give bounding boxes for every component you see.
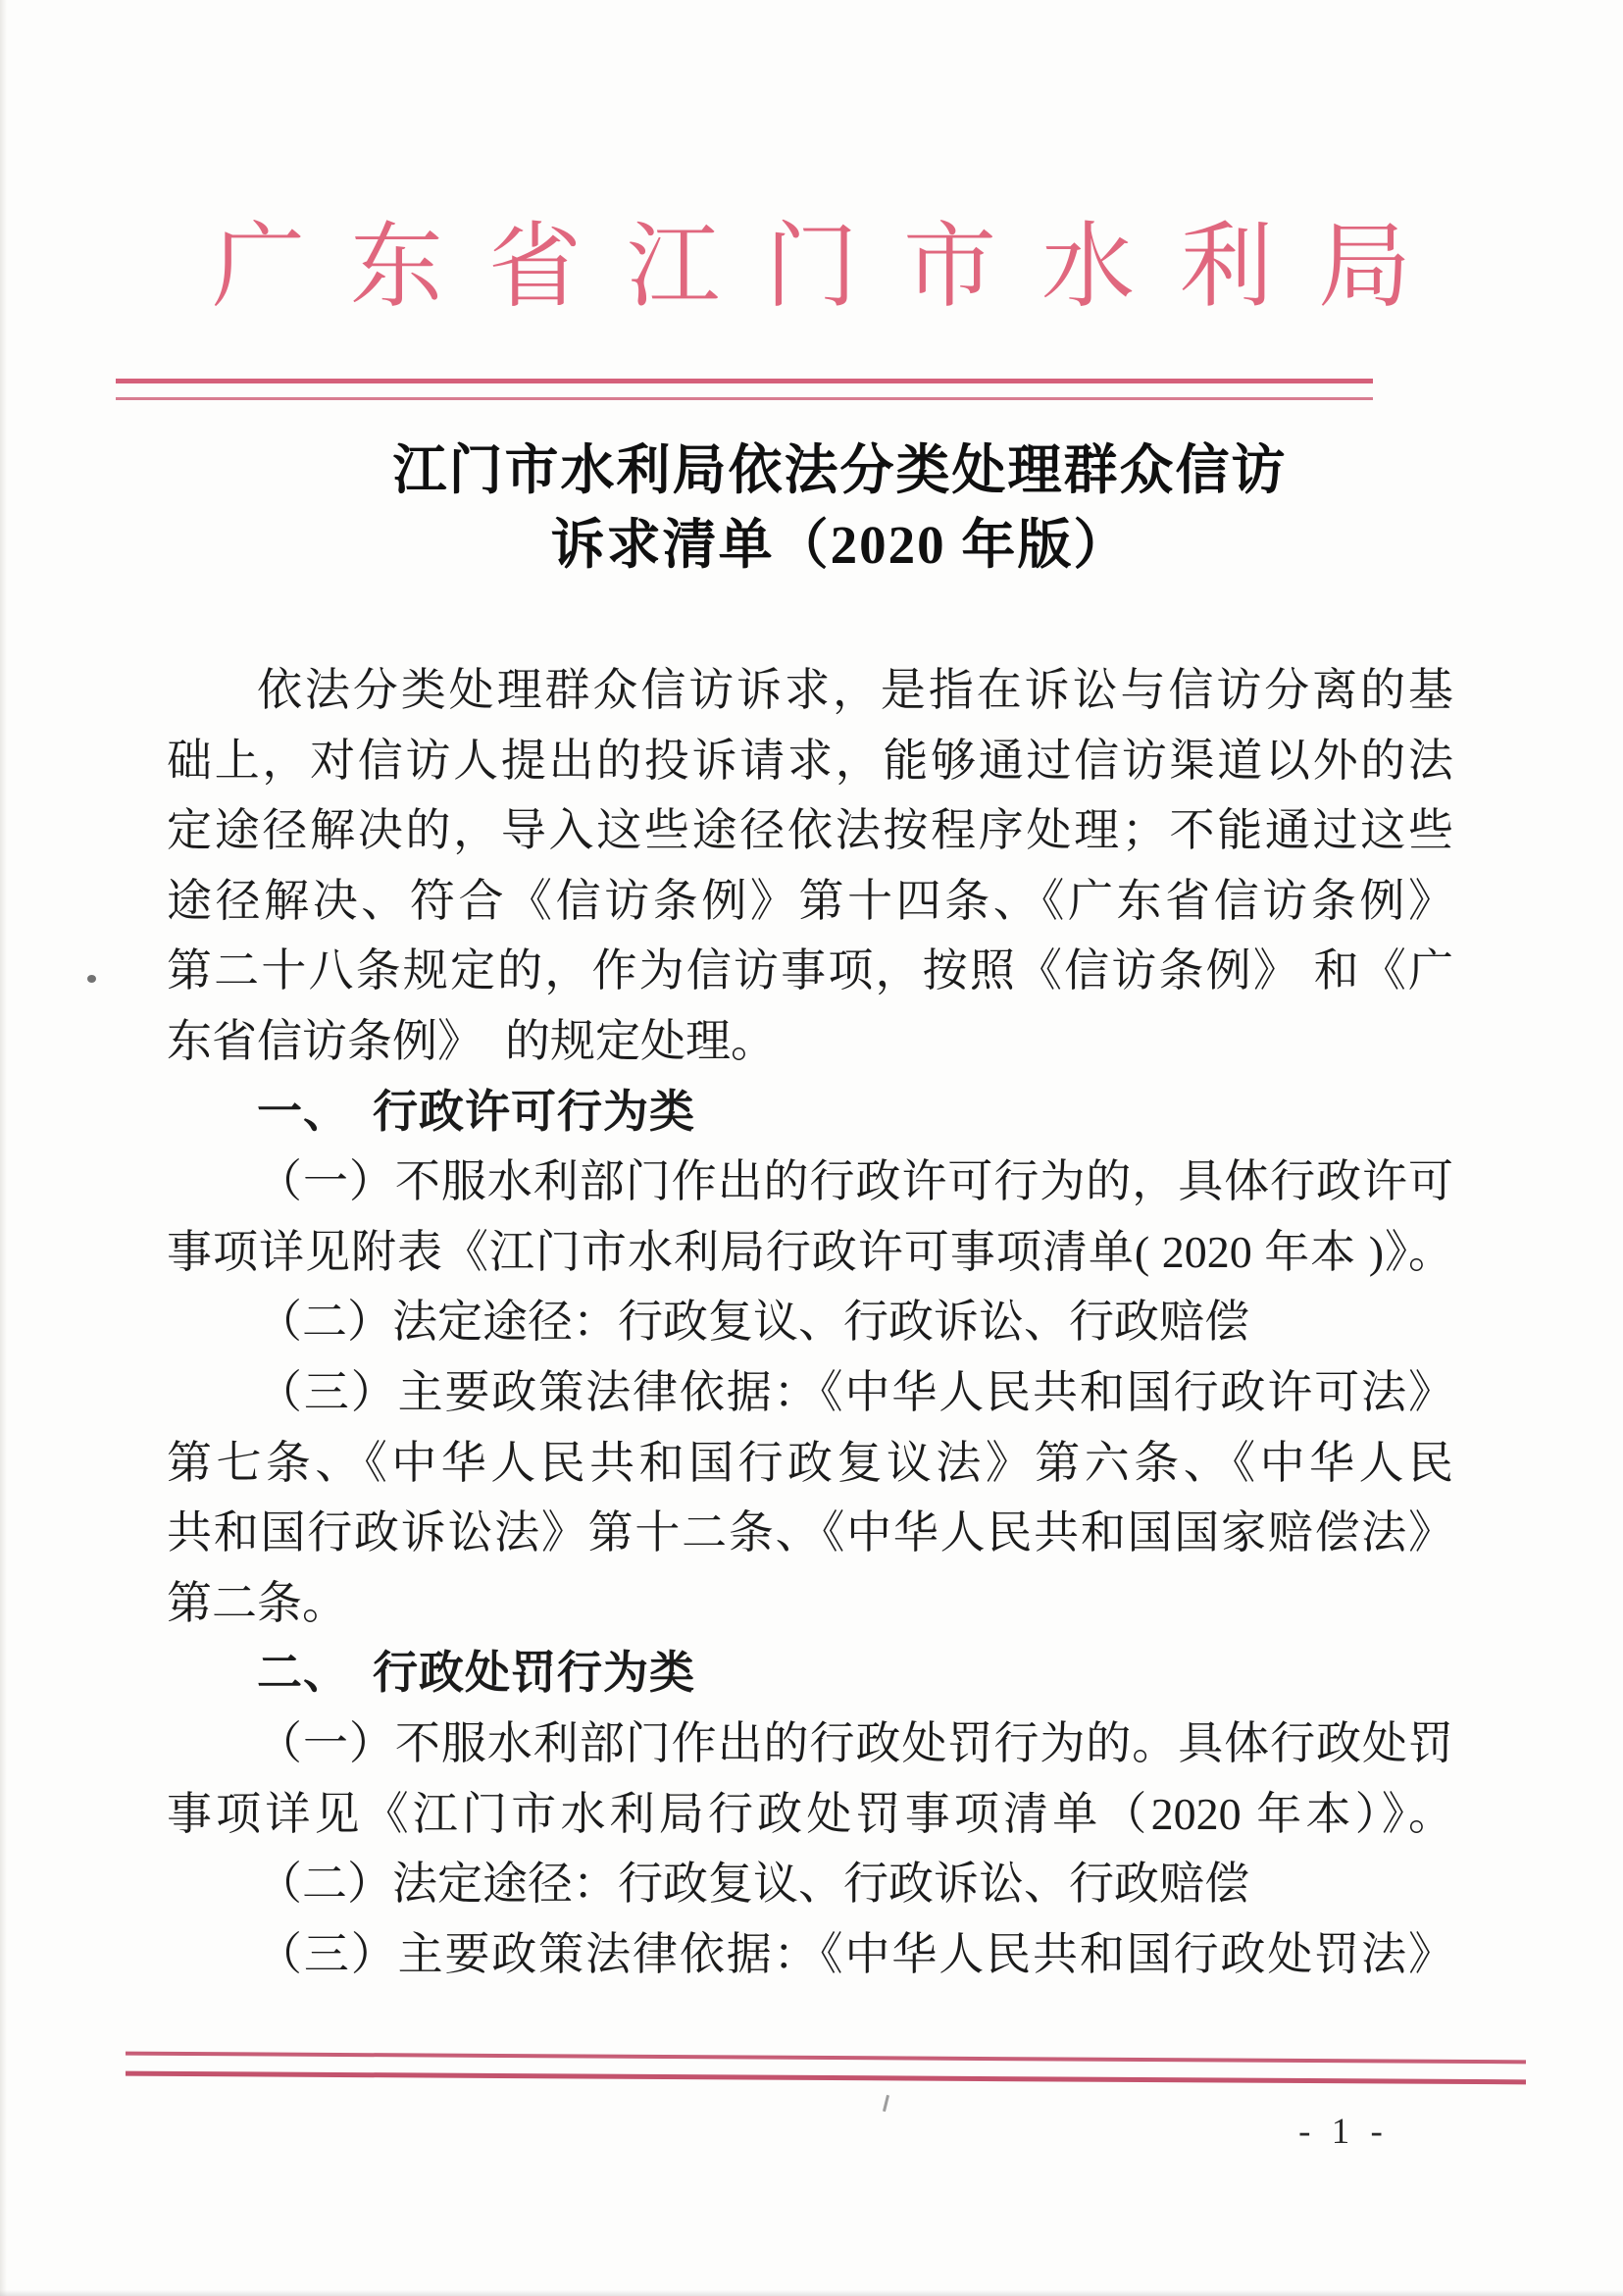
- section-heading-1: 一、 行政许可行为类: [257, 1085, 695, 1137]
- body-line: 定途径解决的，导入这些途径依法按程序处理；不能通过这些: [167, 805, 1453, 856]
- scan-edge-shadow-left: [0, 0, 7, 2296]
- body-line: 途径解决、符合《信访条例》第十四条、《广东省信访条例》: [167, 875, 1453, 926]
- scan-artifact-tick: [883, 2095, 889, 2112]
- body-line: （二）法定途径：行政复议、行政诉讼、行政赔偿: [257, 1297, 1249, 1348]
- document-body: [167, 655, 1453, 1989]
- footer-rule-thin: [126, 2052, 1526, 2065]
- scan-artifact-dot: [87, 975, 96, 983]
- letterhead-agency-title: 广东省江门市水利局: [211, 215, 1456, 319]
- document-title-line-1: 江门市水利局依法分类处理群众信访: [392, 440, 1288, 500]
- body-line: （一）不服水利部门作出的行政许可行为的，具体行政许可: [257, 1156, 1453, 1207]
- document-title-line-2: 诉求清单（2020 年版）: [550, 515, 1130, 575]
- body-line: 事项详见《江门市水利局行政处罚事项清单（2020 年本）》。: [167, 1788, 1453, 1839]
- letterhead-rule-thin: [116, 397, 1373, 400]
- body-line: （三）主要政策法律依据：《中华人民共和国行政处罚法》: [257, 1928, 1453, 1979]
- body-line: （三）主要政策法律依据：《中华人民共和国行政许可法》: [257, 1366, 1453, 1417]
- body-line: 第七条、《中华人民共和国行政复议法》第六条、《中华人民: [167, 1437, 1453, 1488]
- body-line: 础上，对信访人提出的投诉请求，能够通过信访渠道以外的法: [167, 735, 1453, 786]
- body-line: 事项详见附表《江门市水利局行政许可事项清单( 2020 年本 )》。: [167, 1226, 1453, 1277]
- body-line: （二）法定途径：行政复议、行政诉讼、行政赔偿: [257, 1859, 1249, 1910]
- letterhead-rule-thick: [116, 379, 1373, 383]
- body-line: 东省信访条例》 的规定处理。: [167, 1015, 776, 1066]
- body-line: 依法分类处理群众信访诉求，是指在诉讼与信访分离的基: [257, 665, 1453, 715]
- page-number: - 1 -: [1298, 2112, 1389, 2152]
- body-line: 第二条。: [167, 1577, 347, 1628]
- body-line: （一）不服水利部门作出的行政处罚行为的。具体行政处罚: [257, 1717, 1453, 1768]
- scan-edge-shadow-bottom: [0, 2290, 1623, 2296]
- section-heading-2: 二、 行政处罚行为类: [257, 1647, 695, 1699]
- body-line: 共和国行政诉讼法》第十二条、《中华人民共和国国家赔偿法》: [167, 1507, 1453, 1558]
- body-line: 第二十八条规定的，作为信访事项，按照《信访条例》 和《广: [167, 945, 1453, 996]
- footer-rule-thick: [126, 2071, 1526, 2085]
- document-title: [0, 434, 1623, 583]
